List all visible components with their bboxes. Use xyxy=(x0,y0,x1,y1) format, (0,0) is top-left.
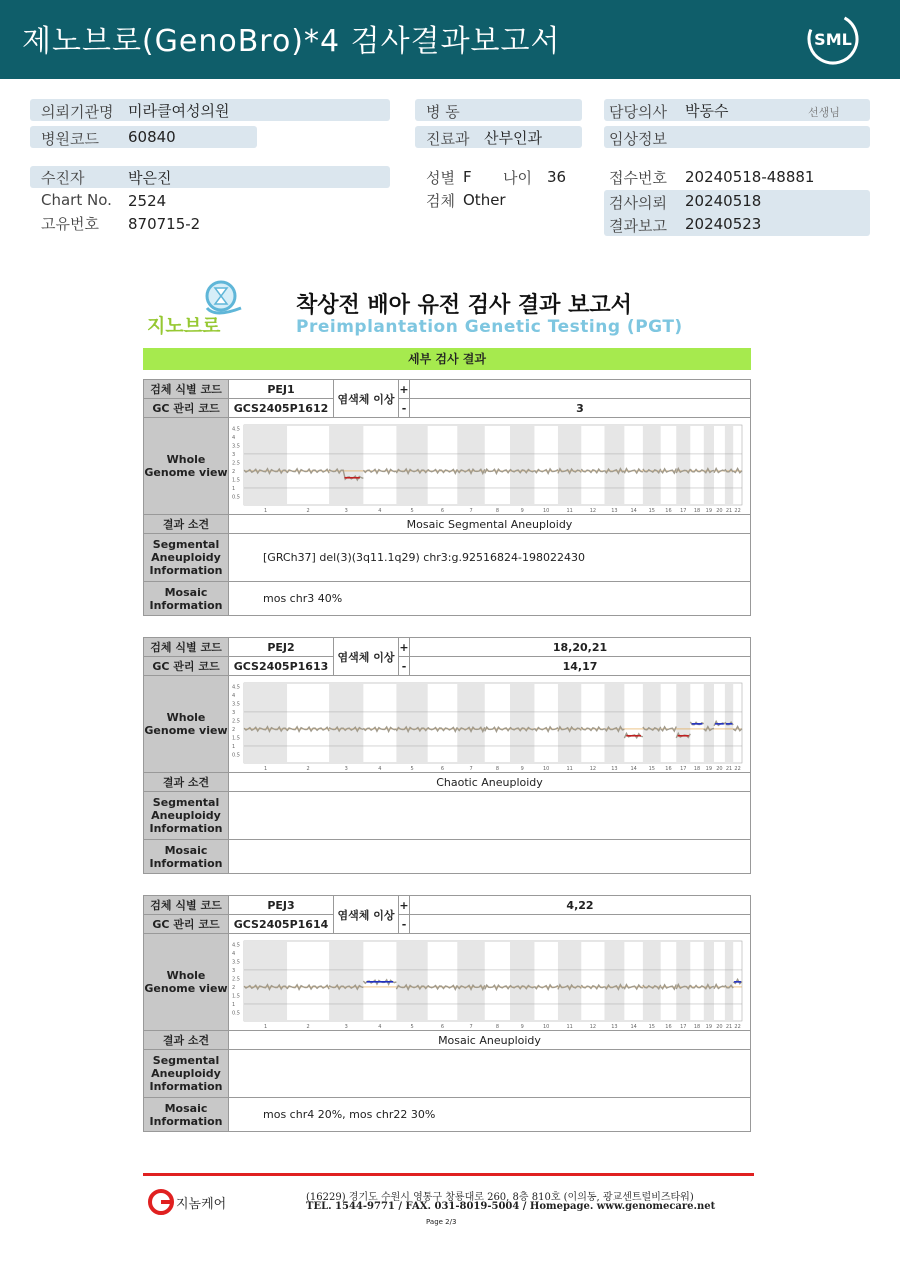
chromosome-band xyxy=(558,425,581,505)
x-tick-label: 21 xyxy=(725,1023,733,1030)
x-tick-label: 21 xyxy=(725,507,733,514)
x-tick-label: 3 xyxy=(344,1023,348,1030)
patient-name: 박은진 xyxy=(128,169,172,187)
x-tick-label: 12 xyxy=(589,1023,597,1030)
chromosome-band xyxy=(244,425,287,505)
report-subtitle: Preimplantation Genetic Testing (PGT) xyxy=(296,317,683,337)
y-tick-label: 2 xyxy=(232,984,236,991)
genomecare-logo-icon xyxy=(148,1188,238,1216)
gc-code: GCS2405P1612 xyxy=(229,399,334,418)
mosaic-label: Mosaic Information xyxy=(144,840,229,874)
segmental-info: [GRCh37] del(3)(3q11.1q29) chr3:g.92516824-198022430 xyxy=(229,534,751,582)
hospital-code-label: 병원코드 xyxy=(41,130,99,148)
y-tick-label: 4.5 xyxy=(232,425,240,432)
x-tick-label: 10 xyxy=(543,765,550,772)
plus-sign: + xyxy=(399,638,410,657)
y-tick-label: 0.5 xyxy=(232,751,240,758)
hospital-code: 60840 xyxy=(128,128,176,146)
x-tick-label: 2 xyxy=(306,507,310,514)
id-no: 870715-2 xyxy=(128,215,201,233)
sex: F xyxy=(463,168,472,186)
y-tick-label: 1 xyxy=(232,1001,236,1008)
y-tick-label: 4 xyxy=(232,692,236,699)
mosaic-info: mos chr3 40% xyxy=(229,582,751,616)
gc-code-label: GC 관리 코드 xyxy=(144,915,229,934)
report-label: 결과보고 xyxy=(609,217,667,235)
x-tick-label: 12 xyxy=(589,765,597,772)
chromosome-band xyxy=(457,941,485,1021)
chart-no: 2524 xyxy=(128,192,167,210)
sample-code-label: 검체 식별 코드 xyxy=(144,380,229,399)
specimen: Other xyxy=(463,191,506,209)
chromosome-band xyxy=(329,683,363,763)
x-tick-label: 17 xyxy=(680,765,687,772)
x-tick-label: 19 xyxy=(705,507,713,514)
chromosome-band xyxy=(558,941,581,1021)
chromosome-band xyxy=(244,683,287,763)
mosaic-info xyxy=(229,840,751,874)
x-tick-label: 22 xyxy=(734,507,741,514)
x-tick-label: 5 xyxy=(410,1023,414,1030)
plot-area xyxy=(244,941,742,1021)
section-title: 세부 검사 결과 xyxy=(143,348,751,370)
genobro-logo-text: 지노브로 xyxy=(147,315,221,337)
y-tick-label: 0.5 xyxy=(232,493,240,500)
x-tick-label: 17 xyxy=(680,1023,687,1030)
x-tick-label: 13 xyxy=(611,1023,618,1030)
y-tick-label: 3.5 xyxy=(232,700,240,707)
x-tick-label: 4 xyxy=(378,765,382,772)
x-tick-label: 16 xyxy=(665,1023,672,1030)
y-tick-label: 2.5 xyxy=(232,459,240,466)
whole-genome-label: Whole Genome view xyxy=(144,934,229,1031)
id-no-label: 고유번호 xyxy=(41,215,99,233)
genome-view-chart xyxy=(229,419,749,514)
x-tick-label: 7 xyxy=(469,1023,473,1030)
x-tick-label: 6 xyxy=(440,507,445,514)
request-label: 검사의뢰 xyxy=(609,194,667,212)
department: 산부인과 xyxy=(484,129,542,147)
whole-genome-label: Whole Genome view xyxy=(144,676,229,773)
y-tick-label: 0.5 xyxy=(232,1009,240,1016)
x-tick-label: 8 xyxy=(495,1023,500,1030)
report-header-title: 제노브로(GenoBro)*4 검사결과보고서 xyxy=(22,24,561,59)
chromosome-band xyxy=(396,683,427,763)
doctor-label: 담당의사 xyxy=(609,103,667,121)
x-tick-label: 20 xyxy=(716,1023,723,1030)
sample-code-label: 검체 식별 코드 xyxy=(144,638,229,657)
chromosome-band xyxy=(643,683,661,763)
x-tick-label: 4 xyxy=(378,1023,382,1030)
y-tick-label: 4 xyxy=(232,434,236,441)
chromosome-band xyxy=(510,683,534,763)
x-tick-label: 1 xyxy=(263,765,268,772)
clinical-info-label: 임상정보 xyxy=(609,130,667,148)
x-tick-label: 2 xyxy=(306,1023,310,1030)
chromosome-band xyxy=(643,941,661,1021)
x-tick-label: 21 xyxy=(725,765,733,772)
doctor: 박동수 xyxy=(685,102,729,120)
x-tick-label: 5 xyxy=(410,765,414,772)
plus-sign: + xyxy=(399,380,410,399)
finding-label: 결과 소견 xyxy=(144,1031,229,1050)
abnormality-label: 염색체 이상 xyxy=(334,638,399,676)
mosaic-label: Mosaic Information xyxy=(144,582,229,616)
chromosome-band xyxy=(510,941,534,1021)
y-tick-label: 3.5 xyxy=(232,958,240,965)
footer-address: (16229) 경기도 수원시 영통구 창룡대로 260, 8층 810호 (이의동, 광교센트럴비즈타워) xyxy=(306,1192,694,1203)
x-tick-label: 10 xyxy=(543,1023,550,1030)
plus-sign: + xyxy=(399,896,410,915)
requesting-org: 미라클여성의원 xyxy=(128,102,230,120)
x-tick-label: 11 xyxy=(566,765,573,772)
x-tick-label: 8 xyxy=(495,765,500,772)
x-tick-label: 14 xyxy=(630,765,637,772)
chromosome-band xyxy=(676,425,690,505)
report-date: 20240523 xyxy=(685,215,762,233)
x-tick-label: 18 xyxy=(693,1023,701,1030)
finding: Mosaic Segmental Aneuploidy xyxy=(229,515,751,534)
chromosome-band xyxy=(604,941,624,1021)
x-tick-label: 4 xyxy=(378,507,382,514)
chart-no-label: Chart No. xyxy=(41,191,112,209)
x-tick-label: 6 xyxy=(440,1023,445,1030)
chromosome-band xyxy=(396,425,427,505)
finding: Chaotic Aneuploidy xyxy=(229,773,751,792)
report-title: 착상전 배아 유전 검사 결과 보고서 xyxy=(296,293,632,318)
genobro-logo-icon xyxy=(145,278,255,338)
x-tick-label: 9 xyxy=(520,507,524,514)
y-tick-label: 4 xyxy=(232,950,236,957)
x-tick-label: 16 xyxy=(665,507,672,514)
finding-label: 결과 소견 xyxy=(144,515,229,534)
age: 36 xyxy=(547,168,567,186)
sml-logo-icon xyxy=(806,12,860,66)
x-tick-label: 17 xyxy=(680,507,687,514)
chromosome-band xyxy=(704,425,714,505)
x-tick-label: 22 xyxy=(734,765,741,772)
x-tick-label: 12 xyxy=(589,507,597,514)
x-tick-label: 16 xyxy=(665,765,672,772)
y-tick-label: 4.5 xyxy=(232,683,240,690)
age-label: 나이 xyxy=(503,169,532,187)
y-tick-label: 1.5 xyxy=(232,476,240,483)
genome-view-chart xyxy=(229,935,749,1030)
minus-sign: - xyxy=(399,399,410,418)
x-tick-label: 13 xyxy=(611,765,618,772)
chromosome-band xyxy=(676,941,690,1021)
abnormality-label: 염색체 이상 xyxy=(334,380,399,418)
chromosome-band xyxy=(704,683,714,763)
chromosome-band xyxy=(329,425,363,505)
x-tick-label: 5 xyxy=(410,507,414,514)
chromosome-band xyxy=(558,683,581,763)
abnormality-label: 염색체 이상 xyxy=(334,896,399,934)
genome-view-cell xyxy=(229,934,751,1031)
loss-chromosomes: 14,17 xyxy=(410,657,751,676)
sample-code-label: 검체 식별 코드 xyxy=(144,896,229,915)
x-tick-label: 11 xyxy=(566,507,573,514)
x-tick-label: 15 xyxy=(648,1023,655,1030)
mosaic-info: mos chr4 20%, mos chr22 30% xyxy=(229,1098,751,1132)
y-tick-label: 1.5 xyxy=(232,734,240,741)
department-label: 진료과 xyxy=(426,130,470,148)
whole-genome-label: Whole Genome view xyxy=(144,418,229,515)
chromosome-band xyxy=(510,425,534,505)
y-tick-label: 3 xyxy=(232,709,236,716)
y-tick-label: 3.5 xyxy=(232,442,240,449)
chromosome-band xyxy=(725,425,733,505)
chromosome-band xyxy=(643,425,661,505)
x-tick-label: 14 xyxy=(630,507,637,514)
report-header xyxy=(0,0,900,79)
genome-view-chart xyxy=(229,677,749,772)
genomecare-logo-text: 지놈케어 xyxy=(176,1197,227,1212)
segmental-label: Segmental Aneuploidy Information xyxy=(144,534,229,582)
receipt-no: 20240518-48881 xyxy=(685,168,815,186)
segmental-label: Segmental Aneuploidy Information xyxy=(144,1050,229,1098)
x-tick-label: 3 xyxy=(344,765,348,772)
request-date: 20240518 xyxy=(685,192,762,210)
sample-code: PEJ1 xyxy=(229,380,334,399)
gc-code-label: GC 관리 코드 xyxy=(144,657,229,676)
footer-contact: TEL. 1544-9771 / FAX. 031-8019-5004 / Homepage. www.genomecare.net xyxy=(306,1201,716,1212)
x-tick-label: 13 xyxy=(611,507,618,514)
x-tick-label: 8 xyxy=(495,507,500,514)
x-tick-label: 20 xyxy=(716,507,723,514)
chromosome-band xyxy=(244,941,287,1021)
sex-label: 성별 xyxy=(426,169,455,187)
x-tick-label: 14 xyxy=(630,1023,637,1030)
x-tick-label: 20 xyxy=(716,765,723,772)
x-tick-label: 1 xyxy=(263,1023,268,1030)
specimen-label: 검체 xyxy=(426,192,455,210)
chromosome-band xyxy=(704,941,714,1021)
minus-sign: - xyxy=(399,657,410,676)
x-tick-label: 3 xyxy=(344,507,348,514)
x-tick-label: 9 xyxy=(520,1023,524,1030)
chromosome-band xyxy=(604,683,624,763)
finding: Mosaic Aneuploidy xyxy=(229,1031,751,1050)
requesting-org-label: 의뢰기관명 xyxy=(41,103,114,121)
chromosome-band xyxy=(604,425,624,505)
x-tick-label: 11 xyxy=(566,1023,573,1030)
y-tick-label: 1 xyxy=(232,485,236,492)
x-tick-label: 9 xyxy=(520,765,524,772)
gain-chromosomes: 4,22 xyxy=(410,896,751,915)
gain-chromosomes xyxy=(410,380,751,399)
x-tick-label: 6 xyxy=(440,765,445,772)
patient-label: 수진자 xyxy=(41,169,85,187)
x-tick-label: 18 xyxy=(693,765,701,772)
gc-code: GCS2405P1613 xyxy=(229,657,334,676)
x-tick-label: 7 xyxy=(469,507,473,514)
y-tick-label: 2.5 xyxy=(232,975,240,982)
segmental-info xyxy=(229,1050,751,1098)
sample-table-1 xyxy=(143,379,751,616)
footer-divider xyxy=(143,1173,754,1176)
chromosome-band xyxy=(725,941,733,1021)
x-tick-label: 2 xyxy=(306,765,310,772)
sample-code: PEJ2 xyxy=(229,638,334,657)
x-tick-label: 18 xyxy=(693,507,701,514)
ward-label: 병 동 xyxy=(426,103,460,121)
minus-sign: - xyxy=(399,915,410,934)
plot-area xyxy=(244,683,742,763)
gain-chromosomes: 18,20,21 xyxy=(410,638,751,657)
sample-table-3 xyxy=(143,895,751,1132)
y-tick-label: 1 xyxy=(232,743,236,750)
genome-view-cell xyxy=(229,676,751,773)
sml-logo-text: SML xyxy=(814,30,852,49)
receipt-label: 접수번호 xyxy=(609,169,667,187)
y-tick-label: 2 xyxy=(232,726,236,733)
finding-label: 결과 소견 xyxy=(144,773,229,792)
gc-code-label: GC 관리 코드 xyxy=(144,399,229,418)
x-tick-label: 7 xyxy=(469,765,473,772)
chromosome-band xyxy=(457,683,485,763)
y-tick-label: 3 xyxy=(232,967,236,974)
x-tick-label: 22 xyxy=(734,1023,741,1030)
x-tick-label: 10 xyxy=(543,507,550,514)
x-tick-label: 1 xyxy=(263,507,268,514)
chromosome-band xyxy=(457,425,485,505)
chromosome-band xyxy=(329,941,363,1021)
plot-area xyxy=(244,425,742,505)
sample-code: PEJ3 xyxy=(229,896,334,915)
chromosome-band xyxy=(396,941,427,1021)
segmental-label: Segmental Aneuploidy Information xyxy=(144,792,229,840)
gc-code: GCS2405P1614 xyxy=(229,915,334,934)
y-tick-label: 4.5 xyxy=(232,941,240,948)
x-tick-label: 19 xyxy=(705,1023,713,1030)
loss-chromosomes xyxy=(410,915,751,934)
y-tick-label: 2.5 xyxy=(232,717,240,724)
mosaic-label: Mosaic Information xyxy=(144,1098,229,1132)
chromosome-band xyxy=(676,683,690,763)
sample-table-2 xyxy=(143,637,751,874)
y-tick-label: 2 xyxy=(232,468,236,475)
loss-chromosomes: 3 xyxy=(410,399,751,418)
x-tick-label: 15 xyxy=(648,507,655,514)
genome-view-cell xyxy=(229,418,751,515)
x-tick-label: 19 xyxy=(705,765,713,772)
y-tick-label: 1.5 xyxy=(232,992,240,999)
y-tick-label: 3 xyxy=(232,451,236,458)
segmental-info xyxy=(229,792,751,840)
doctor-suffix: 선생님 xyxy=(808,106,840,119)
x-tick-label: 15 xyxy=(648,765,655,772)
page-number: Page 2/3 xyxy=(426,1218,457,1226)
